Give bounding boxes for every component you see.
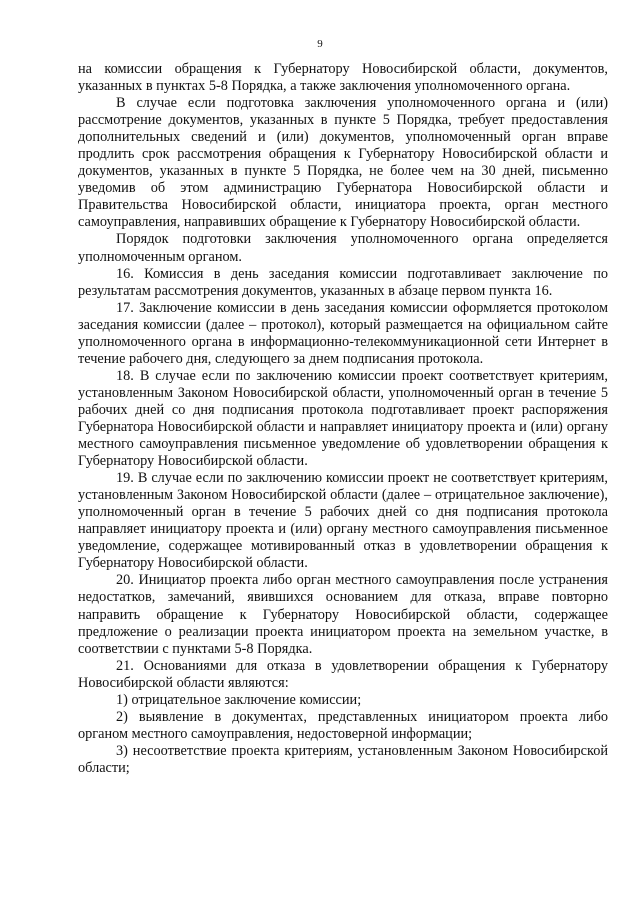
page-number: 9 <box>317 38 323 50</box>
paragraph-item-17: 17. Заключение комиссии в день заседания комиссии оформляется протоколом заседания комиссии (далее – протокол), который размещается на официальном сайте уполномоченного органа в информационно-телекоммуникационной сети Интернет в течение рабочего дня, следующего за днем подписания протокола. <box>78 299 608 367</box>
paragraph-item-16: 16. Комиссия в день заседания комиссии подготавливает заключение по результатам рассмотрения документов, указанных в абзаце первом пункта 16. <box>78 265 608 299</box>
paragraph-item-19: 19. В случае если по заключению комиссии проект не соответствует критериям, установленным Законом Новосибирской области (далее – отрицательное заключение), уполномоченный орган в течение 5 рабочих дней со дня подписания протокола направляет инициатору проекта и (или) органу местного самоуправления письменное уведомление, содержащее мотивированный отказ в удовлетворении обращения к Губернатору Новосибирской области. <box>78 470 608 572</box>
paragraph-item-20: 20. Инициатор проекта либо орган местного самоуправления после устранения недостатков, замечаний, явившихся основанием для отказа, вправе повторно направить обращение к Губернатору Новосибирской области, содержащее предложение о реализации проекта инициатором проекта на земельном участке, в соответствии с пунктами 5-8 Порядка. <box>78 572 608 657</box>
paragraph-continuation: на комиссии обращения к Губернатору Новосибирской области, документов, указанных в пунктах 5-8 Порядка, а также заключения уполномоченного органа. <box>78 61 608 95</box>
document-body <box>78 61 608 777</box>
list-item-1: 1) отрицательное заключение комиссии; <box>116 691 362 708</box>
paragraph-item-18: 18. В случае если по заключению комиссии проект соответствует критериям, установленным Законом Новосибирской области, уполномоченный орган в течение 5 рабочих дней со дня подписания протокола подготавливает проект распоряжения Губернатора Новосибирской области и направляет инициатору проекта и (или) органу местного самоуправления письменное уведомление об удовлетворении обращения к Губернатору Новосибирской области. <box>78 367 608 470</box>
paragraph-conclusion-procedure: Порядок подготовки заключения уполномоченного органа определяется уполномоченным органом. <box>78 231 608 265</box>
list-item-2: 2) выявление в документах, представленных инициатором проекта либо органом местного самоуправления, недостоверной информации; <box>78 708 608 742</box>
list-item-3: 3) несоответствие проекта критериям, установленным Законом Новосибирской области; <box>78 742 608 776</box>
paragraph-item-21: 21. Основаниями для отказа в удовлетворении обращения к Губернатору Новосибирской области являются: <box>78 657 608 691</box>
paragraph-extension-of-review: В случае если подготовка заключения уполномоченного органа и (или) рассмотрение документов, указанных в пункте 5 Порядка, требует предоставления дополнительных сведений и (или) документов, уполномоченный орган вправе продлить срок рассмотрения обращения к Губернатору Новосибирской области и документов, указанных в пункте 5 Порядка, не более чем на 30 дней, письменно уведомив об этом администрацию Губернатора Новосибирской области и Правительства Новосибирской области, инициатора проекта, орган местного самоуправления, направивших обращение к Губернатору Новосибирской области. <box>78 95 608 231</box>
